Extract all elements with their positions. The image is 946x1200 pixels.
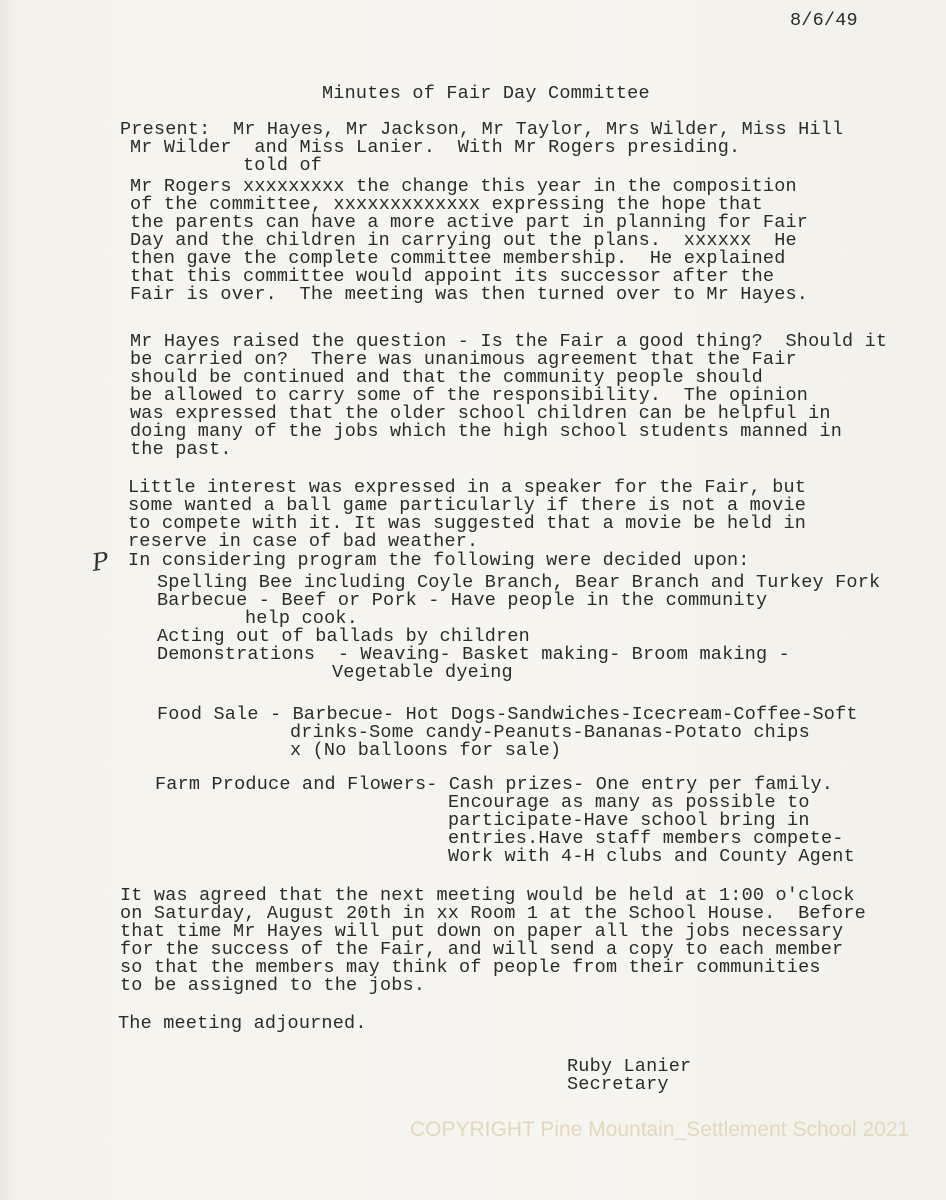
paragraph-2	[130, 333, 887, 459]
text-line: so that the members may think of people from their communities	[120, 957, 821, 978]
text-line: Fair is over. The meeting was then turned over to Mr Hayes.	[130, 284, 809, 305]
paragraph-3	[128, 479, 806, 551]
text-line: Demonstrations - Weaving- Basket making- Broom making -	[157, 644, 790, 665]
text-line: the past.	[130, 439, 232, 460]
text-line: should be continued and that the community people should	[130, 367, 763, 388]
text-line: Mr Hayes raised the question - Is the Fair a good thing? Should it	[130, 331, 888, 352]
text-line: to be assigned to the jobs.	[120, 975, 426, 996]
text-line: It was agreed that the next meeting would be held at 1:00 o'clock	[120, 885, 855, 906]
text-line: x (No balloons for sale)	[290, 740, 562, 761]
text-line: was expressed that the older school children can be helpful in	[130, 403, 831, 424]
text-line: that time Mr Hayes will put down on paper all the jobs necessary	[120, 921, 844, 942]
text-line: some wanted a ball game particularly if there is not a movie	[128, 495, 807, 516]
text-line: to compete with it. It was suggested that a movie be held in	[128, 513, 807, 534]
farm-produce: Farm Produce and Flowers- Cash prizes- One entry per family.	[155, 774, 834, 795]
text-line: participate-Have school bring in	[448, 810, 810, 831]
document-date: 8/6/49	[790, 10, 858, 31]
inserted-text: told of	[243, 155, 323, 176]
paragraph-1	[130, 178, 808, 304]
program-items-1	[157, 574, 880, 610]
closing: The meeting adjourned.	[118, 1013, 367, 1034]
text-line: entries.Have staff members compete-	[448, 828, 844, 849]
text-line: doing many of the jobs which the high school students manned in	[130, 421, 843, 442]
text-line: Spelling Bee including Coyle Branch, Bear Branch and Turkey Fork	[157, 572, 881, 593]
text-line: Little interest was expressed in a speaker for the Fair, but	[128, 477, 807, 498]
program-item-cont: help cook.	[245, 608, 359, 629]
text-line: Mr Rogers xxxxxxxxx the change this year in the composition	[130, 176, 797, 197]
present-line-2: Mr Wilder and Miss Lanier. With Mr Rogers presiding.	[130, 137, 741, 158]
text-line: Encourage as many as possible to	[448, 792, 810, 813]
program-intro: In considering program the following were decided upon:	[128, 550, 750, 571]
signature-name: Ruby Lanier	[567, 1056, 692, 1077]
program-item-cont-2: Vegetable dyeing	[332, 662, 513, 683]
farm-produce-cont	[448, 794, 855, 866]
text-line: drinks-Some candy-Peanuts-Bananas-Potato chips	[290, 722, 810, 743]
text-line: reserve in case of bad weather.	[128, 531, 479, 552]
text-line: Acting out of ballads by children	[157, 626, 530, 647]
text-line: on Saturday, August 20th in xx Room 1 at the School House. Before	[120, 903, 866, 924]
text-line: then gave the complete committee membership. He explained	[130, 248, 786, 269]
text-line: Day and the children in carrying out the plans. xxxxxx He	[130, 230, 797, 251]
text-line: be carried on? There was unanimous agreement that the Fair	[130, 349, 797, 370]
food-sale-cont	[290, 724, 810, 760]
text-line: be allowed to carry some of the responsibility. The opinion	[130, 385, 809, 406]
document-title: Minutes of Fair Day Committee	[322, 83, 650, 104]
text-line: the parents can have a more active part in planning for Fair	[130, 212, 809, 233]
text-line: Work with 4-H clubs and County Agent	[448, 846, 855, 867]
food-sale: Food Sale - Barbecue- Hot Dogs-Sandwiches-Icecream-Coffee-Soft	[157, 704, 858, 725]
text-line: for the success of the Fair, and will send a copy to each member	[120, 939, 844, 960]
text-line: Barbecue - Beef or Pork - Have people in the community	[157, 590, 768, 611]
signature-title: Secretary	[567, 1074, 669, 1095]
paragraph-4	[120, 887, 866, 995]
text-line: that this committee would appoint its successor after the	[130, 266, 775, 287]
text-line: of the committee, xxxxxxxxxxxxx expressing the hope that	[130, 194, 763, 215]
handwritten-paragraph-mark: P	[90, 547, 111, 577]
present-line-1: Present: Mr Hayes, Mr Jackson, Mr Taylor, Mrs Wilder, Miss Hill	[120, 119, 844, 140]
program-items-2	[157, 628, 790, 664]
copyright-watermark: COPYRIGHT Pine Mountain_Settlement School 2021	[410, 1118, 910, 1141]
